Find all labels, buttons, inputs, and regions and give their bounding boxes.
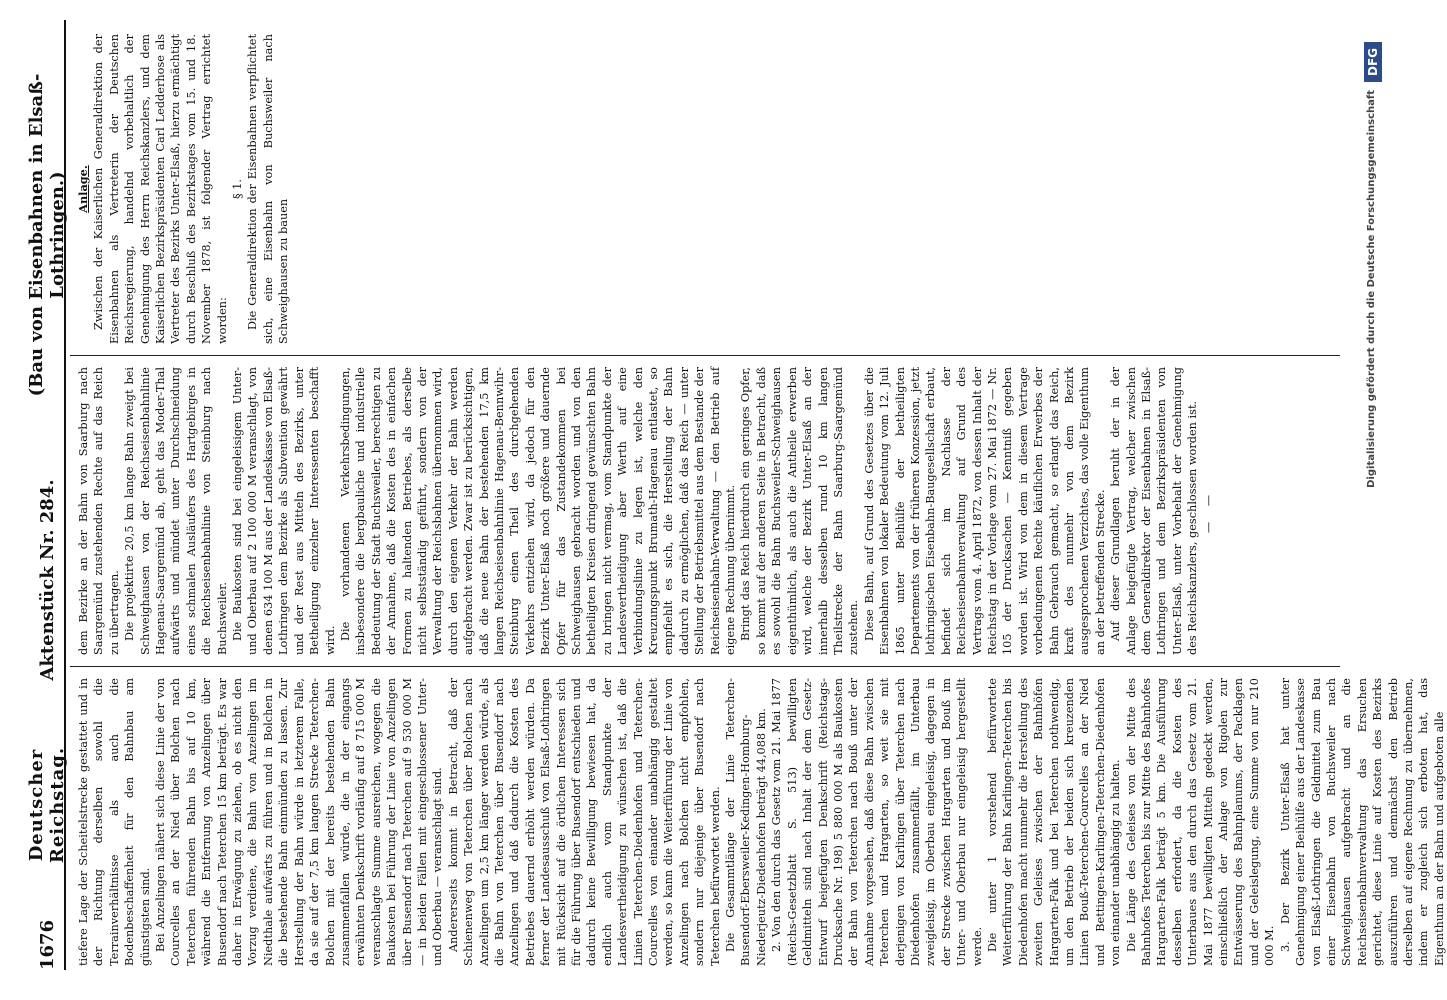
paragraph: Die Gesammtlänge der Linie Teterchen-Busendorf-Ebersweiler-Kedingen-Homburg-Niederjeutz-Diedenhofen beträgt 44,088 km. <box>724 678 768 966</box>
section-separator: — — <box>1201 488 1215 534</box>
column-divider <box>70 355 1340 356</box>
text-column-3 <box>76 34 1340 344</box>
page-footer <box>1358 20 1380 970</box>
paragraph: Zwischen der Kaiserlichen Generaldirektion der Eisenbahnen als Vertreterin der Deutschen Reichsregierung, handelnd vorbehaltlich der Genehmigung des Herrn Reichskanzlers, und dem Kaiserlichen Bezirkspräsidenten Carl Ledderhose als Vertreter des Bezirks Unter-Elsaß, hierzu ermächtigt durch Beschluß des Bezirkstages vom 15. und 18. November 1878, ist folgender Vertrag errichtet worden: <box>92 34 229 344</box>
paragraph: 3. Der Bezirk Unter-Elsaß hat unter Genehmigung einer Beihülfe aus der Landeskasse von Elsaß-Lothringen die Geldmittel zum Bau einer Eisenbahn von Buchsweiler nach Schweighausen aufgebracht und an die Reichseisenbahnverwaltung das Ersuchen gerichtet, diese Linie auf Kosten des Bezirks auszuführen und demnächst den Betrieb derselben auf eigene Rechnung zu übernehmen, indem er zugleich sich erboten hat, das Eigenthum an der Bahn und aufgeboten alle <box>1278 678 1446 966</box>
text-column-1 <box>76 678 1446 966</box>
paragraph: Bei Anzelingen nähert sich diese Linie der von Courcelles an der Nied über Bolchen nach Teterchen führenden Bahn bis auf 10 km, während die Entfernung von Anzelingen über Busendorf nach Teterchen 15 km beträgt. Es war daher in Erwägung zu ziehen, ob es nicht den Vorzug verdiene, die Bahn von Anzelingen im Niedthale aufwärts zu führen und in Bolchen in die bestehende Bahn einmünden zu lassen. Zur Herstellung der Bahn würde in letzterem Falle, da sie auf der 7,5 km langen Strecke Teterchen-Bolchen mit der bereits bestehenden Bahn zusammenfallen würde, die in der eingangs erwähnten Denkschrift vorläufig auf 8 715 000 M veranschlagte Summe ausreichen, wogegen die Baukosten bei Führung der Linie von Anzelingen über Busendorf nach Teterchen auf 9 530 000 M — in beiden Fällen mit eingeschlossener Unter- und Oberbau — veranschlagt sind. <box>154 678 445 966</box>
text-column-2 <box>76 367 1340 655</box>
digitization-note: Digitalisierung gefördert durch die Deutsche Forschungsgemeinschaft <box>1366 90 1377 488</box>
paragraph: Auf dieser Grundlagen beruht der in der Anlage beigefügte Vertrag, welcher zwischen dem Generaldirektor der Eisenbahnen in Elsaß-Lothringen und dem Bezirkspräsidenten von Unter-Elsaß, unter Vorbehalt der Genehmigung des Reichskanzlers, geschlossen worden ist. <box>1109 367 1200 655</box>
paragraph: tiefere Lage der Scheitelstrecke gestattet und in der Richtung derselben sowohl die Terrainverhältnisse als auch die Bodenbeschaffenheit für den Bahnbau am günstigsten sind. <box>77 678 152 966</box>
paragraph: Andererseits kommt in Betracht, daß der Schienenweg von Teterchen über Bolchen nach Anzelingen um 2,5 km länger werden würde, als die Bahn von Teterchen über Busendorf nach Anzelingen und daß dadurch die Kosten des Betriebes dauernd erhöht werden würden. Da ferner der Landesausschuß von Elsaß-Lothringen mit Rücksicht auf die örtlichen Interessen sich für die Führung über Busendorf entschieden und dadurch keine Bewilligung bewiesen hat, da endlich auch vom Standpunkte der Landesvertheidigung zu wünschen ist, daß die Linien Teterchen-Diedenhofen und Teterchen-Courcelles von einander unabhängig gestaltet werden, so kann die Weiterführung der Linie von Anzelingen nach Bolchen nicht empfohlen, sondern nur diejenige über Busendorf nach Teterchen befürwortet werden. <box>446 678 722 966</box>
paragraph: Die Generaldirektion der Eisenbahnen verpflichtet sich, eine Eisenbahn von Buchsweiler nach Schweighausen zu bauen <box>246 34 291 344</box>
paragraph: Bringt das Reich hierdurch ein geringes Opfer, so kommt auf der anderen Seite in Betracht, daß es sowohl die Bahn Buchsweiler-Schweighausen eigenthümlich, als auch die Antheile erwerben wird, welche der Bezirk Unter-Elsaß an der innerhalb desselben rund 10 km langen Theilstrecke der Bahn Saarburg-Saargemünd zustehen. <box>739 367 861 655</box>
page-number: 1676 <box>36 919 58 970</box>
paragraph: Die unter 1 vorstehend befürwortete Weiterführung der Bahn Karlingen-Teterchen bis Diedenhofen macht nunmehr die Herstellung des zweiten Geleises zwischen der Bahnhöfen Hargarten-Falk und bei Teterchen nothwendig, um den Betrieb der beiden sich kreuzenden Linien Bouß-Teterchen-Courcelles an der Nied und Bettingen-Karlingen-Teterchen-Diedenhofen von einander unabhängig zu halten. <box>985 678 1123 966</box>
paragraph: Die Baukosten sind bei eingeleisigem Unter- und Oberbau auf 2 100 000 M veranschlagt, von denen 634 100 M aus der Landeskasse von Elsaß-Lothringen dem Bezirke als Subvention gewährt und der Rest aus Mitteln des Bezirks, unter Betheiligung einzelner Interessenten beschafft wird. <box>231 367 337 655</box>
journal-title: Deutscher Reichstag. <box>26 746 68 864</box>
dfg-logo: DFG <box>1364 42 1382 82</box>
paragraph: Diese Bahn, auf Grund des Gesetzes über die Eisenbahnen von lokaler Bedeutung vom 12. Juli 1865 unter Beihülfe der betheiligten Departements von der früheren Konzession, jetzt lothringischen Eisenbahn-Baugesellschaft erbaut, befindet sich im Nachlasse der Reichseisenbahnverwaltung auf Grund des Vertrags vom 4. April 1872, von dessen Inhalt der Reichstag in der Vorlage vom 27. Mai 1872 — Nr. 105 der Drucksachen — Kenntniß gegeben worden ist. Wird von dem in diesem Vertrage vorbedungenen Rechte käuflichen Erwerbes der Bahn Gebrauch gemacht, so erlangt das Reich, kraft des nunmehr von dem Bezirk ausgesprochenen Verzichtes, das volle Eigenthum an der betreffenden Strecke. <box>862 367 1107 655</box>
annex-title: Anlage. <box>76 165 90 213</box>
column-divider <box>70 666 1340 667</box>
document-number: Aktenstück Nr. 284. <box>36 479 58 681</box>
paragraph: Die vorhandenen Verkehrsbedingungen, insbesondere die bergbauliche und industrielle Bedeutung der Stadt Buchsweiler, berechtigen zu der Annahme, daß die Kosten des in einfachen Formen zu haltenden Betriebes, als derselbe nicht selbstständig geführt, sondern von der Verwaltung der Reichsbahnen übernommen wird, durch den eigenen Verkehr der Bahn werden aufgebracht werden. Zwar ist zu berücksichtigen, daß die neue Bahn der bestehenden 17,5 km langen Reichseisenbahnlinie Hagenau-Bennwihr-Steinburg einen Theil des durchgehenden Verkehrs entziehen wird, da jedoch für den Bezirk Unter-Elsaß noch größere und dauernde Opfer für das Zustandekommen bei Schweighausen gebracht worden und von den betheiligten Kreisen dringend gewünschten Bahn zu bringen nicht vermag, vom Standpunkte der Landesvertheidigung aber Werth auf eine Verbindungslinie zu legen ist, welche den Kreuzungspunkt Brumath-Hagenau entlastet, so empfiehlt es sich, die Herstellung der Bahn dadurch zu ermöglichen, daß das Reich — unter Stellung der Betriebsmittel aus dem Bestande der Reichseisenbahn-Verwaltung — den Betrieb auf eigene Rechnung übernimmt. <box>338 367 738 655</box>
paragraph: 2. Von den durch das Gesetz vom 21. Mai 1877 (Reichs-Gesetzblatt S. 513) bewilligten Geldmitteln sind nach Inhalt der dem Gesetz-Entwurf beigefügten Denkschrift (Reichstags-Drucksache Nr. 198) 5 880 000 M als Baukosten der Bahn von Teterchen nach Bouß unter der Annahme vorgesehen, daß diese Bahn zwischen Teterchen und Hargarten, so weit sie mit derjenigen von Karlingen über Teterchen nach Diedenhofen zusammenfällt, im Unterbau zweigleisig, im Oberbau eingeleisig, dagegen in der Strecke zwischen Hargarten und Bouß im Unter- und Oberbau nur eingeleisig hergestellt werde. <box>770 678 984 966</box>
paragraph: dem Bezirke an der Bahn von Saarburg nach Saargemünd zustehenden Rechte auf das Reich zu übertragen. <box>77 367 121 655</box>
section-number: § 1. <box>231 178 245 200</box>
paragraph: Die Länge des Geleises von der Mitte des Bahnhofes Teterchen bis zur Mitte des Bahnhofes Hargarten-Falk beträgt 5 km. Die Ausführung desselben erfordert, da die Kosten des Unterbaues aus den durch das Gesetz vom 21. Mai 1877 bewilligten Mitteln gedeckt werden, einschließlich der Anlage von Rigolen zur Entwässerung des Bahnplanums, der Packlagen und der Geleislegung, eine Summe von nur 210 000 M. <box>1124 678 1277 966</box>
paragraph: Die projektirte 20,5 km lange Bahn zweigt bei Schweighausen von der Reichseisenbahnlinie Hagenau-Saargemünd ab, geht das Moder-Thal aufwärts und mündet unter Durchschneidung eines schmalen Ausläufers des Hartgebirges in die Reichseisenbahnlinie von Steinburg nach Buchsweiler. <box>123 367 229 655</box>
page-header <box>26 20 68 970</box>
section-title: (Bau von Eisenbahnen in Elsaß-Lothringen.) <box>26 73 68 397</box>
